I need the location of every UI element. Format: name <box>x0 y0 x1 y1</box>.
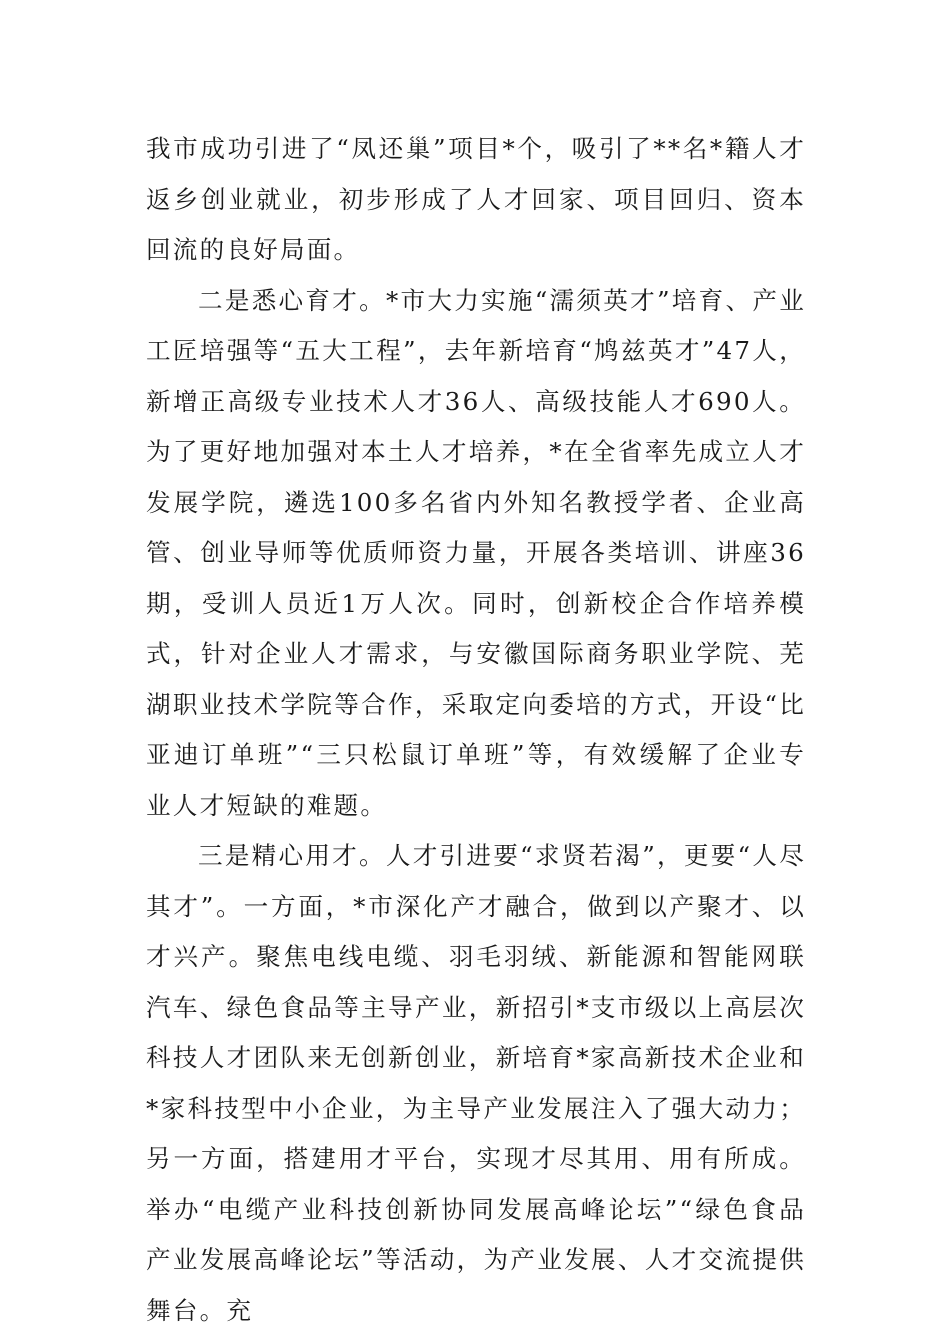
paragraph-talent-return: 我市成功引进了“凤还巢”项目*个，吸引了**名*籍人才返乡创业就业，初步形成了人才回家、项目回归、资本回流的良好局面。 <box>146 134 806 264</box>
paragraph-talent-cultivation: 二是悉心育才。*市大力实施“濡须英才”培育、产业工匠培强等“五大工程”，去年新培育“鸠兹英才”47人，新增正高级专业技术人才36人、高级技能人才690人。为了更好地加强对本土人才培养，*在全省率先成立人才发展学院，遴选100多名省内外知名教授学者、企业高管、创业导师等优质师资力量，开展各类培训、讲座36期，受训人员近1万人次。同时，创新校企合作培养模式，针对企业人才需求，与安徽国际商务职业学院、芜湖职业技术学院等合作，采取定向委培的方式，开设“比亚迪订单班”“三只松鼠订单班”等，有效缓解了企业专业人才短缺的难题。 <box>146 285 806 820</box>
document-body <box>146 124 806 1336</box>
paragraph-talent-utilization: 三是精心用才。人才引进要“求贤若渴”，更要“人尽其才”。一方面，*市深化产才融合，做到以产聚才、以才兴产。聚焦电线电缆、羽毛羽绒、新能源和智能网联汽车、绿色食品等主导产业，新招引*支市级以上高层次科技人才团队来无创新创业，新培育*家高新技术企业和*家科技型中小企业，为主导产业发展注入了强大动力；另一方面，搭建用才平台，实现才尽其用、用有所成。举办“电缆产业科技创新协同发展高峰论坛”“绿色食品产业发展高峰论坛”等活动，为产业发展、人才交流提供舞台。充 <box>146 841 806 1325</box>
